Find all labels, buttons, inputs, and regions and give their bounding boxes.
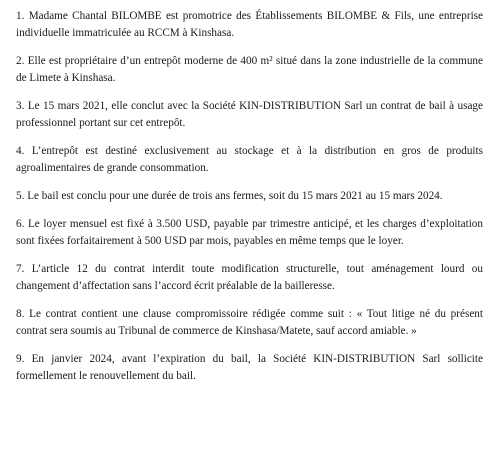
paragraph-3: 3. Le 15 mars 2021, elle conclut avec la Société KIN-DISTRIBUTION Sarl un contrat de bail à usage professionnel portant sur cet entrepôt. [16, 100, 483, 129]
paragraph-2: 2. Elle est propriétaire d’un entrepôt moderne de 400 m² situé dans la zone industrielle de la commune de Limete à Kinshasa. [16, 55, 483, 84]
paragraph-7: 7. L’article 12 du contrat interdit toute modification structurelle, tout aménagement lourd ou changement d’affectation sans l’accord écrit préalable de la bailleresse. [16, 263, 483, 292]
paragraph-9: 9. En janvier 2024, avant l’expiration du bail, la Société KIN-DISTRIBUTION Sarl sollicite formellement le renouvellement du bail. [16, 353, 483, 382]
paragraph-4: 4. L’entrepôt est destiné exclusivement au stockage et à la distribution en gros de produits agroalimentaires de grande consommation. [16, 145, 483, 174]
paragraph-5: 5. Le bail est conclu pour une durée de trois ans fermes, soit du 15 mars 2021 au 15 mars 2024. [16, 190, 443, 202]
paragraph-6: 6. Le loyer mensuel est fixé à 3.500 USD, payable par trimestre anticipé, et les charges d’exploitation sont fixées forfaitairement à 500 USD par mois, payables en même temps que le loyer. [16, 218, 483, 247]
paragraph-1: 1. Madame Chantal BILOMBE est promotrice des Établissements BILOMBE & Fils, une entreprise individuelle immatriculée au RCCM à Kinshasa. [16, 10, 483, 39]
paragraph-8: 8. Le contrat contient une clause compromissoire rédigée comme suit : « Tout litige né du présent contrat sera soumis au Tribunal de commerce de Kinshasa/Matete, sauf accord amiable. » [16, 308, 483, 337]
